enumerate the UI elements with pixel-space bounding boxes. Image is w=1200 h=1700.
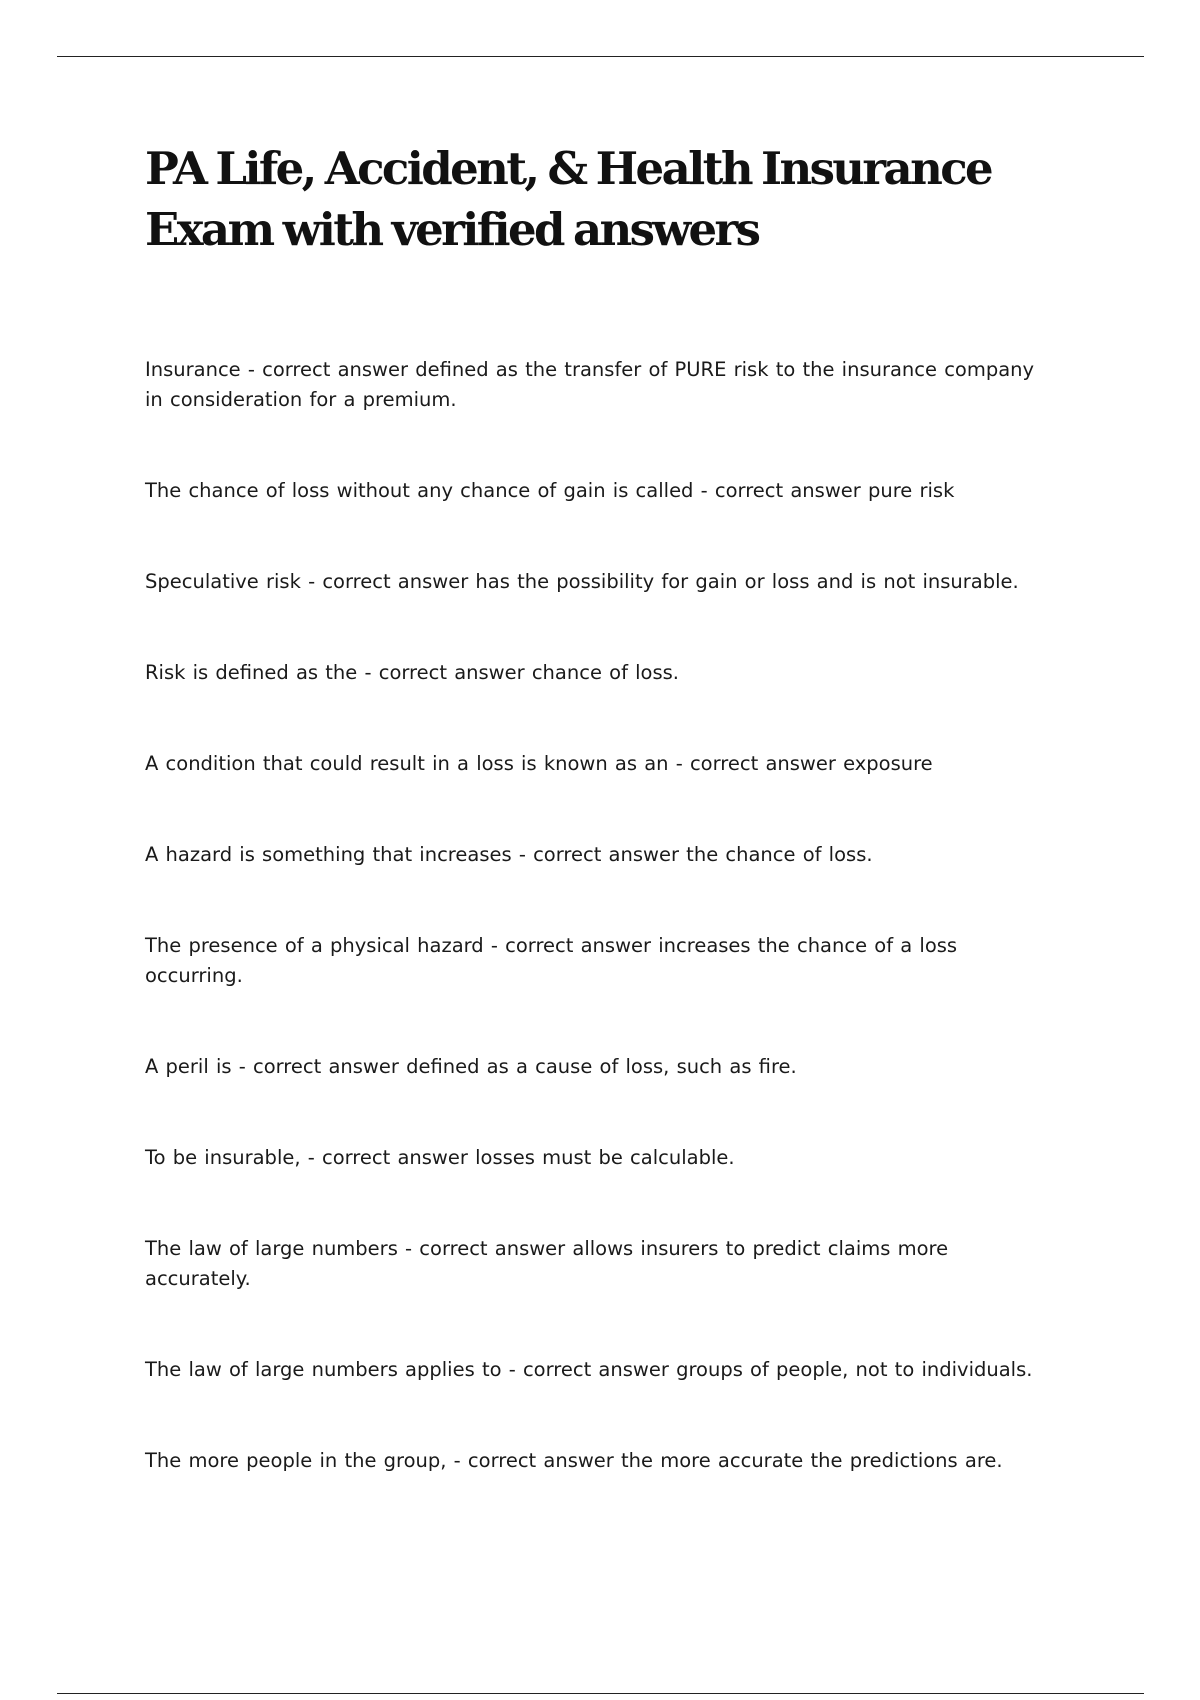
qa-item-physical-hazard: The presence of a physical hazard - correct answer increases the chance of a loss occurring. <box>145 934 958 987</box>
qa-item-speculative-risk: Speculative risk - correct answer has the possibility for gain or loss and is not insurable. <box>145 570 1019 593</box>
qa-item-pure-risk: The chance of loss without any chance of gain is called - correct answer pure risk <box>145 479 955 502</box>
footer-rule <box>57 1693 1144 1694</box>
qa-item-law-applies-to: The law of large numbers applies to - correct answer groups of people, not to individuals. <box>145 1358 1033 1381</box>
qa-item-exposure: A condition that could result in a loss is known as an - correct answer exposure <box>145 752 933 775</box>
qa-item-hazard: A hazard is something that increases - correct answer the chance of loss. <box>145 843 873 866</box>
qa-item-insurable: To be insurable, - correct answer losses must be calculable. <box>145 1146 735 1169</box>
qa-item-group-size: The more people in the group, - correct answer the more accurate the predictions are. <box>145 1449 1003 1472</box>
qa-item-insurance: Insurance - correct answer defined as the transfer of PURE risk to the insurance company in consideration for a premium. <box>145 358 1035 411</box>
qa-item-law-of-large-numbers: The law of large numbers - correct answer allows insurers to predict claims more accurately. <box>145 1237 949 1290</box>
header-rule <box>57 56 1144 57</box>
qa-item-peril: A peril is - correct answer defined as a cause of loss, such as fire. <box>145 1055 797 1078</box>
document-title: PA Life, Accident, & Health Insurance Exam with verified answers <box>145 142 992 256</box>
qa-item-risk: Risk is defined as the - correct answer chance of loss. <box>145 661 679 684</box>
qa-list <box>145 355 1045 1476</box>
